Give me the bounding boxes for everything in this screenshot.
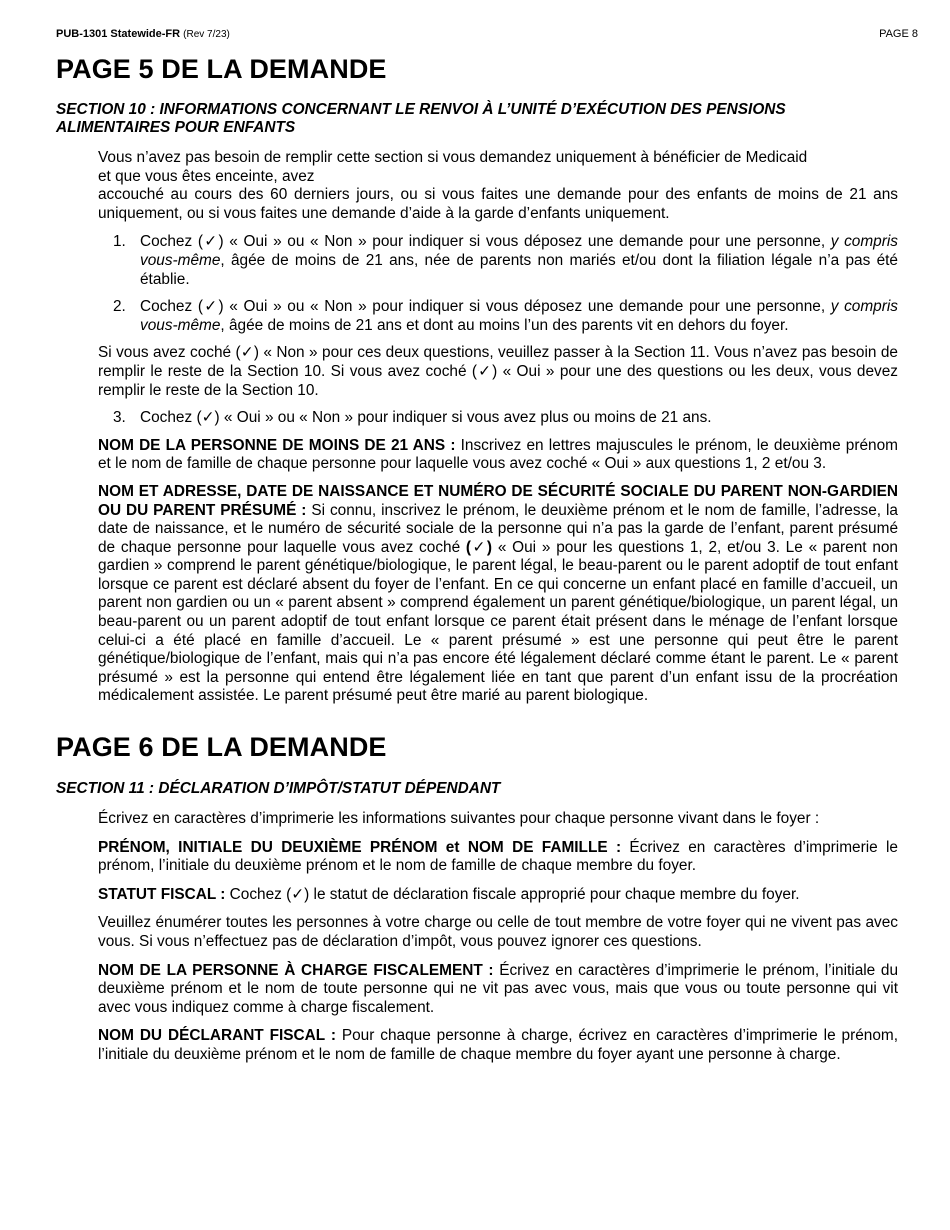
skip-note: Si vous avez coché (✓) « Non » pour ces deux questions, veuillez passer à la Section 11. Vous n’avez pas besoin de remplir le reste de la Section 10. Si vous avez coché (✓) « Oui » pour une des questions ou les deux, vous devez remplir le reste de la Section 10. [98, 344, 898, 399]
tax-status-instruction: STATUT FISCAL : Cochez (✓) le statut de déclaration fiscale approprié pour chaque membre du foyer. [98, 885, 800, 903]
noncustodial-parent-instruction: NOM ET ADRESSE, DATE DE NAISSANCE ET NUMÉRO DE SÉCURITÉ SOCIALE DU PARENT NON-GARDIEN OU DU PARENT PRÉSUMÉ : Si connu, inscrivez le prénom, le deuxième prénom et le nom de famille, l’adresse, la date de naissance, et le numéro de sécurité sociale de la personne qui n’a pas la garde de l’enfant, parent présumé de chaque personne pour laquelle vous avez coché (✓) « Oui » pour les questions 1, 2, et/ou 3. Le « parent non gardien » comprend le parent génétique/biologique, le parent légal, le beau-parent ou le parent adoptif de tout enfant lorsque ce parent est déclaré absent du foyer de l’enfant. En ce qui concerne un enfant placé en famille d’accueil, un parent non gardien ou un « parent absent » comprend également un parent génétique/biologique, un parent légal, un beau-parent ou un parent adoptif de tout enfant lorsque ce parent était présent dans le ménage de l’enfant lorsque celui-ci a été placé en famille d’accueil. Le « parent présumé » est une personne qui peut être le parent génétique/biologique de l’enfant, mais qui n’a pas encore été légalement déclaré comme étant le parent. Le « parent présumé » est la personne qui entend être légalement liée en tant que parent d’un enfant issu de la procréation médicalement assistée. Le parent présumé peut être marié au parent biologique. [98, 482, 898, 705]
page6-title: PAGE 6 DE LA DEMANDE [56, 732, 387, 763]
dependents-note: Veuillez énumérer toutes les personnes à votre charge ou celle de tout membre de votre foyer qui ne vivent pas avec vous. Si vous n’effectuez pas de déclaration d’impôt, vous pouvez ignorer ces questions. [98, 914, 898, 950]
dependent-name-instruction: NOM DE LA PERSONNE À CHARGE FISCALEMENT : Écrivez en caractères d’imprimerie le prénom, l’initiale du deuxième prénom et le nom de toute personne qui ne vit pas avec vous, mais que vous ou toute personne qui vit avec vous indiquez comme à charge fiscalement. [98, 961, 899, 1016]
section10-question3 [98, 409, 898, 428]
page-number: PAGE 8 [879, 28, 918, 40]
question-item: 2. Cochez (✓) « Oui » ou « Non » pour indiquer si vous déposez une demande pour une personne, y compris vous-même, âgée de moins de 21 ans et dont au moins l’un des parents vit en dehors du foyer. [113, 298, 898, 334]
section11-body [98, 810, 898, 1065]
section10-heading-line2: ALIMENTAIRES POUR ENFANTS [56, 119, 296, 136]
page-header [56, 26, 918, 42]
section10-body [98, 149, 898, 706]
question-item: 3. Cochez (✓) « Oui » ou « Non » pour indiquer si vous avez plus ou moins de 21 ans. [113, 409, 712, 427]
form-number: PUB-1301 Statewide-FR [56, 28, 181, 40]
name-instruction: PRÉNOM, INITIALE DU DEUXIÈME PRÉNOM et NOM DE FAMILLE : Écrivez en caractères d’imprimerie le prénom, l’initiale du deuxième prénom et le nom de famille de chaque membre du foyer. [98, 838, 898, 875]
section10-questions [98, 233, 898, 335]
form-revision: (Rev 7/23) [183, 29, 230, 40]
section11-heading: SECTION 11 : DÉCLARATION D’IMPÔT/STATUT DÉPENDANT [56, 780, 501, 798]
tax-filer-instruction: NOM DU DÉCLARANT FISCAL : Pour chaque personne à charge, écrivez en caractères d’imprimerie le prénom, l’initiale du deuxième prénom et le nom de famille de chaque membre du foyer ayant une personne à charge. [98, 1027, 898, 1063]
section10-heading-line1: SECTION 10 : INFORMATIONS CONCERNANT LE RENVOI À L’UNITÉ D’EXÉCUTION DES PENSIONS [56, 101, 786, 118]
section11-intro: Écrivez en caractères d’imprimerie les informations suivantes pour chaque personne vivant dans le foyer : [98, 810, 820, 828]
under21-name-instruction: NOM DE LA PERSONNE DE MOINS DE 21 ANS : Inscrivez en lettres majuscules le prénom, le deuxième prénom et le nom de famille de chaque personne pour laquelle vous avez coché « Oui » aux questions 1, 2 et/ou 3. [98, 436, 898, 473]
form-id [56, 26, 230, 42]
document-page [56, 26, 918, 1065]
section10-intro: Vous n’avez pas besoin de remplir cette section si vous demandez uniquement à bénéficier de Medicaid et que vous êtes enceinte, avez accouché au cours des 60 derniers jours, ou si vous faites une demande pour des enfants de moins de 21 ans uniquement, ou si vous faites une demande d’aide à la garde d’enfants uniquement. [98, 149, 898, 222]
section10-heading [56, 101, 898, 137]
page5-title: PAGE 5 DE LA DEMANDE [56, 54, 387, 84]
question-item: 1. Cochez (✓) « Oui » ou « Non » pour indiquer si vous déposez une demande pour une personne, y compris vous-même, âgée de moins de 21 ans, née de parents non mariés et/ou dont la filiation légale n’a pas été établie. [113, 233, 898, 288]
